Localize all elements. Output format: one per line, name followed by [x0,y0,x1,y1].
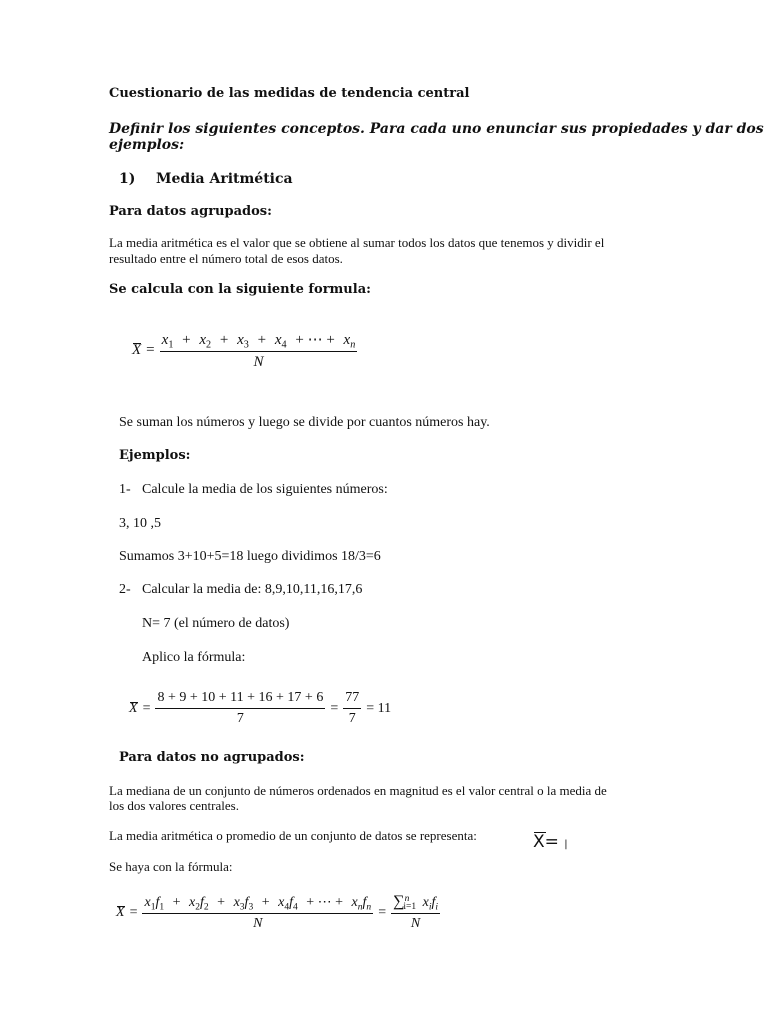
example-numerator: 8 + 9 + 10 + 11 + 16 + 17 + 6 [155,690,325,709]
examples-heading: Ejemplos: [119,448,191,463]
instruction-text-cont: ejemplos: [109,137,185,153]
example1-text: Calcule la media de los siguientes números: [142,482,388,497]
mean-representation: La media aritmética o promedio de un conjunto de datos se representa: [109,828,477,843]
example2-apply: Aplico la fórmula: [142,650,246,665]
example2-label: 2- [119,582,131,597]
xbar-symbol: X [116,904,125,920]
median-line1: La mediana de un conjunto de números ordenados en magnitud es el valor central o la media de [109,783,607,798]
xbar-symbol: X [132,342,142,358]
ungrouped-heading: Para datos no agrupados: [119,750,305,765]
instruction-text: Definir los siguientes conceptos. Para cada uno enunciar sus propiedades y dar dos [109,121,764,137]
mean-symbol: X= | [533,832,568,852]
example-fraction [155,690,325,727]
example-formula: X = $\frac{8 + 9 + 10 + 11 + 16 + 17 + 6}{7}$ = $\frac{77}{7}$ = 11 [129,690,396,727]
mean-denominator: N [253,354,264,370]
summation-fraction: $\frac{\sum^n_{i=1} x_if_i}{N}$ [393,893,439,931]
median-line2: los dos valores centrales. [109,798,239,813]
weighted-fraction [142,894,373,932]
weighted-numerator: $x_1f_1 + x_2f_2 + x_3f_3 + x_4f_4$ + ⋯ + $x_nf_n$ [144,894,372,912]
weighted-denominator: N [253,915,263,931]
document-title: Cuestionario de las medidas de tendencia central [109,86,470,101]
weighted-mean-formula: X = $x_1f_1 + x_2f_2 + x_3f_3 + x_4f_4$ + ⋯ + $x_nf_n$ N = $\frac{\sum^n_{i=1} x_if_i}{N}$ [116,893,439,931]
example1-numbers: 3, 10 ,5 [119,516,161,531]
mean-formula: X = $x_1 + x_2 + x_3 + x_4$ + ⋯ + $x_n$ N [132,332,356,370]
grouped-definition-line1: La media aritmética es el valor que se obtiene al sumar todos los datos que tenemos y dividir el [109,235,605,250]
example1-solution: Sumamos 3+10+5=18 luego dividimos 18/3=6 [119,549,381,564]
example1-label: 1- [119,482,131,497]
mean-numerator: $x_1 + x_2 + x_3 + x_4$ + ⋯ + $x_n$ [161,332,356,351]
formula-intro: Se haya con la fórmula: [109,859,233,874]
section-title: Media Aritmética [156,171,293,187]
example-fraction-2: $\frac{77}{7}$ [345,690,360,726]
sum-explanation: Se suman los números y luego se divide por cuantos números hay. [119,415,490,430]
formula-heading: Se calcula con la siguiente formula: [109,282,371,297]
example-result: = 11 [366,700,392,716]
grouped-definition-line2: resultado entre el número total de esos datos. [109,251,343,266]
mean-fraction [160,330,358,371]
example-denominator: 7 [236,711,244,726]
grouped-heading: Para datos agrupados: [109,204,272,219]
section-number: 1) [119,171,136,187]
xbar-symbol: X [129,700,138,716]
example2-n: N= 7 (el número de datos) [142,616,290,631]
example2-text: Calcular la media de: 8,9,10,11,16,17,6 [142,582,363,597]
